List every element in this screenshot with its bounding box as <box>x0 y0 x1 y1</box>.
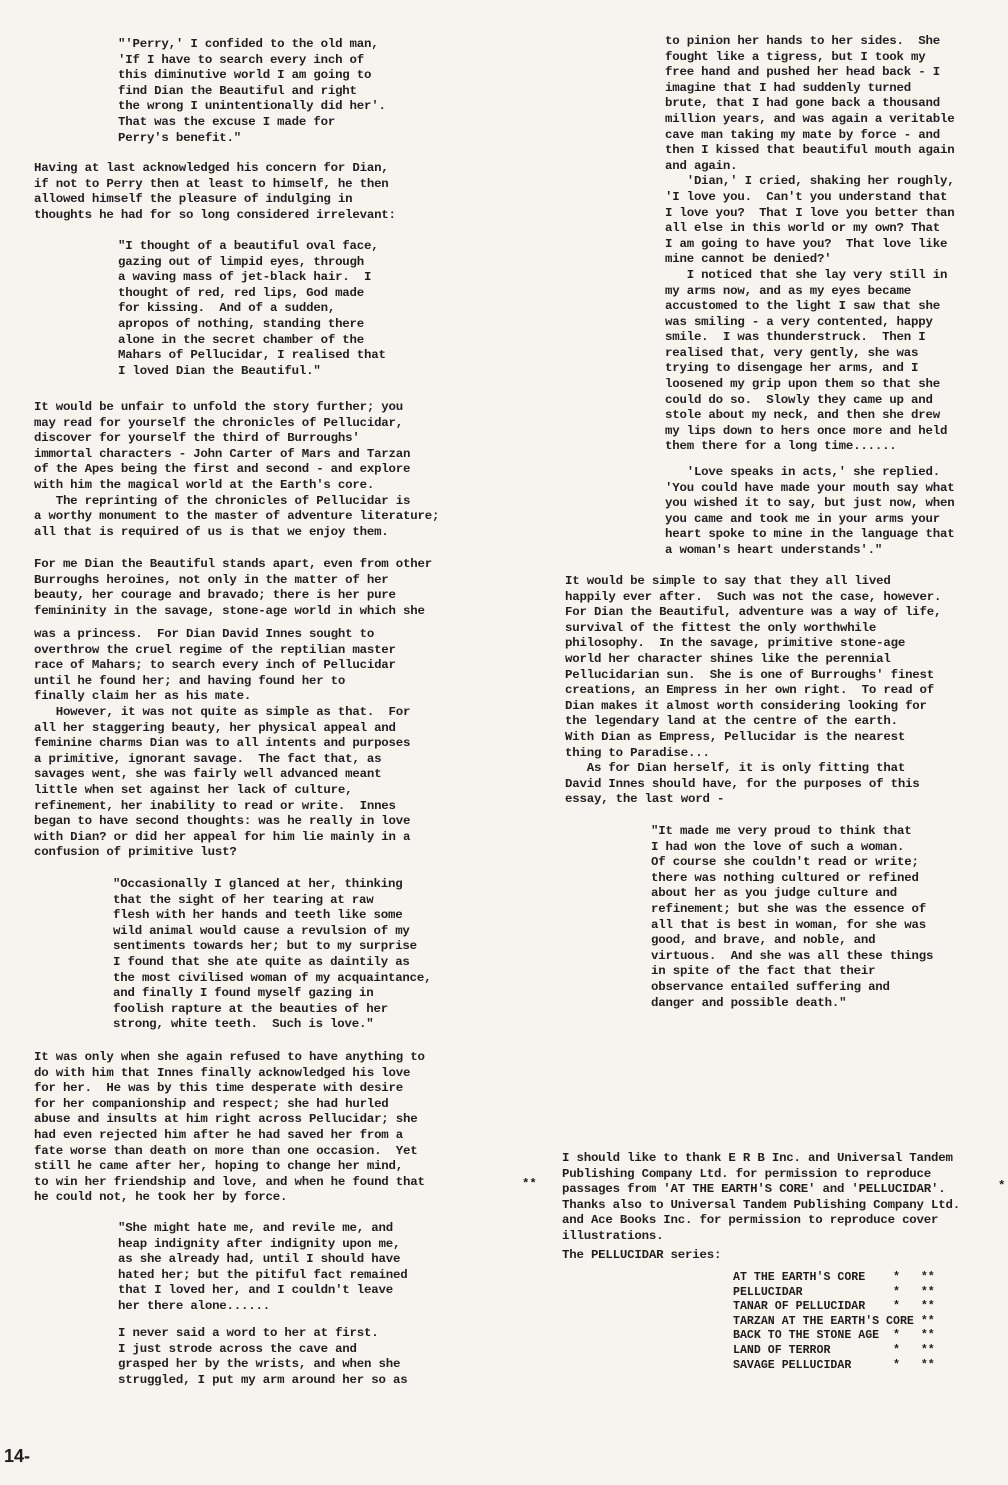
paragraph-princess: was a princess. For Dian David Innes sought to overthrow the cruel regime of the reptilian master race of Mahars; to search every inch of Pellucidar until he found her; and having found her to finally claim her as his mate. However, it was not quite as simple as that. For all her staggering beauty, her physical appeal and feminine charms Dian was to all intents and purposes a primitive, ignorant savage. The fact that, as savages went, she was fairly well advanced meant little when set against her lack of culture, refinement, her inability to read or write. Innes began to have second thoughts: was he really in love with Dian? or did her appeal for him lie mainly in a confusion of primitive lust? <box>34 627 411 860</box>
quote-pinion: to pinion her hands to her sides. She fought like a tigress, but I took my free hand and pushed her head back - I imagine that I had suddenly turned brute, that I had gone back a thousand million years, and was again a veritable cave man taking my mate by force - and then I kissed that beautiful mouth again and again. 'Dian,' I cried, shaking her roughly, 'I love you. Can't you understand that I love you? That I love you better than all else in this world or my own? That I am going to have you? That love like mine cannot be denied?' I noticed that she lay very still in my arms now, and as my eyes became accustomed to the light I saw that she was smiling - a very contented, happy smile. I was thunderstruck. Then I realised that, very gently, she was trying to disengage her arms, and I loosened my grip upon them so that she could do so. Slowly they came up and stole about my neck, and then she drew my lips down to hers once more and held them there for a long time...... <box>665 34 955 454</box>
footnote-mark-single: * <box>998 1179 1006 1193</box>
paragraph-acknowledged: Having at last acknowledged his concern for Dian, if not to Perry then at least to himself, he then allowed himself the pleasure of indulging in thoughts he had for so long considered irrelevant: <box>34 161 396 222</box>
quote-love-speaks: 'Love speaks in acts,' she replied. 'You could have made your mouth say what you wished it to say, but just now, when you came and took me in your arms your heart spoke to mine in the language that a woman's heart understands'." <box>665 465 955 557</box>
quote-glanced: "Occasionally I glanced at her, thinking that the sight of her tearing at raw flesh with her hands and teeth like some wild animal would cause a revulsion of my sentiments towards her; but to my surprise I found that she ate quite as daintily as the most civilised woman of my acquaintance, and finally I found myself gazing in foolish rapture at the beauties of her strong, white teeth. Such is love." <box>113 877 432 1032</box>
paragraph-unfair: It would be unfair to unfold the story further; you may read for yourself the chronicles of Pellucidar, discover for yourself the third of Burroughs' immortal characters - John Carter of Mars and Tarzan of the Apes being the first and second - and explore with him the magical world at the Earth's core. The reprinting of the chronicles of Pellucidar is a worthy monument to the master of adventure literature; all that is required of us is that we enjoy them. <box>34 400 440 539</box>
book-item: BACK TO THE STONE AGE * ** <box>733 1329 935 1343</box>
book-item: SAVAGE PELLUCIDAR * ** <box>733 1358 935 1372</box>
book-list <box>733 1271 935 1373</box>
book-item: TARZAN AT THE EARTH'S CORE ** <box>733 1314 935 1328</box>
footnote-mark-double: ** <box>522 1177 537 1191</box>
series-heading: The PELLUCIDAR series: <box>562 1248 722 1262</box>
page-number: 14- <box>4 1446 31 1466</box>
paragraph-refused: It was only when she again refused to have anything to do with him that Innes finally acknowledged his love for her. He was by this time desperate with desire for her companionship and respect; she had hurled abuse and insults at him right across Pellucidar; she had even rejected him after he had saved her from a fate worse than death on more than one occasion. Yet still he came after her, hoping to change her mind, to win her friendship and love, and when he found that he could not, he took her by force. <box>34 1050 425 1205</box>
quote-never-said: I never said a word to her at first. I just strode across the cave and grasped her by the wrists, and when she struggled, I put my arm around her so as <box>118 1326 408 1387</box>
acknowledgements: I should like to thank E R B Inc. and Universal Tandem Publishing Company Ltd. for permission to reproduce passages from 'AT THE EARTH'S CORE' and 'PELLUCIDAR'. Thanks also to Universal Tandem Publishing Company Ltd. and Ace Books Inc. for permission to reproduce cover illustrations. <box>562 1151 960 1243</box>
book-item: LAND OF TERROR * ** <box>733 1343 935 1357</box>
book-item: PELLUCIDAR * ** <box>733 1285 935 1299</box>
quote-perry: "'Perry,' I confided to the old man, 'If I have to search every inch of this diminutive world I am going to find Dian the Beautiful and right the wrong I unintentionally did her'. That was the excuse I made for Perry's benefit." <box>118 37 386 145</box>
book-item: TANAR OF PELLUCIDAR * ** <box>733 1300 935 1314</box>
book-item: AT THE EARTH'S CORE * ** <box>733 1271 935 1284</box>
paragraph-dian-apart: For me Dian the Beautiful stands apart, even from other Burroughs heroines, not only in the matter of her beauty, her courage and bravado; there is her pure femininity in the savage, stone-age world in which she <box>34 557 432 618</box>
quote-proud: "It made me very proud to think that I had won the love of such a woman. Of course she couldn't read or write; there was nothing cultured or refined about her as you judge culture and refinement; but she was the essence of all that is best in woman, for she was good, and brave, and noble, and virtuous. And she was all these things in spite of the fact that their observance entailed suffering and danger and possible death." <box>651 824 934 1010</box>
quote-oval-face: "I thought of a beautiful oval face, gazing out of limpid eyes, through a waving mass of jet-black hair. I thought of red, red lips, God made for kissing. And of a sudden, apropos of nothing, standing there alone in the secret chamber of the Mahars of Pellucidar, I realised that I loved Dian the Beautiful." <box>118 239 386 378</box>
paragraph-simple: It would be simple to say that they all lived happily ever after. Such was not the case, however. For Dian the Beautiful, adventure was a way of life, survival of the fittest the only worthwhile philosophy. In the savage, primitive stone-age world her character shines like the perennial Pellucidarian sun. She is one of Burroughs' finest creations, an Empress in her own right. To read of Dian makes it almost worth considering looking for the legendary land at the centre of the earth. With Dian as Empress, Pellucidar is the nearest thing to Paradise... As for Dian herself, it is only fitting that David Innes should have, for the purposes of this essay, the last word - <box>565 574 942 807</box>
quote-hate-me: "She might hate me, and revile me, and heap indignity after indignity upon me, as she already had, until I should have hated her; but the pitiful fact remained that I loved her, and I couldn't leave her there alone...... <box>118 1221 408 1313</box>
